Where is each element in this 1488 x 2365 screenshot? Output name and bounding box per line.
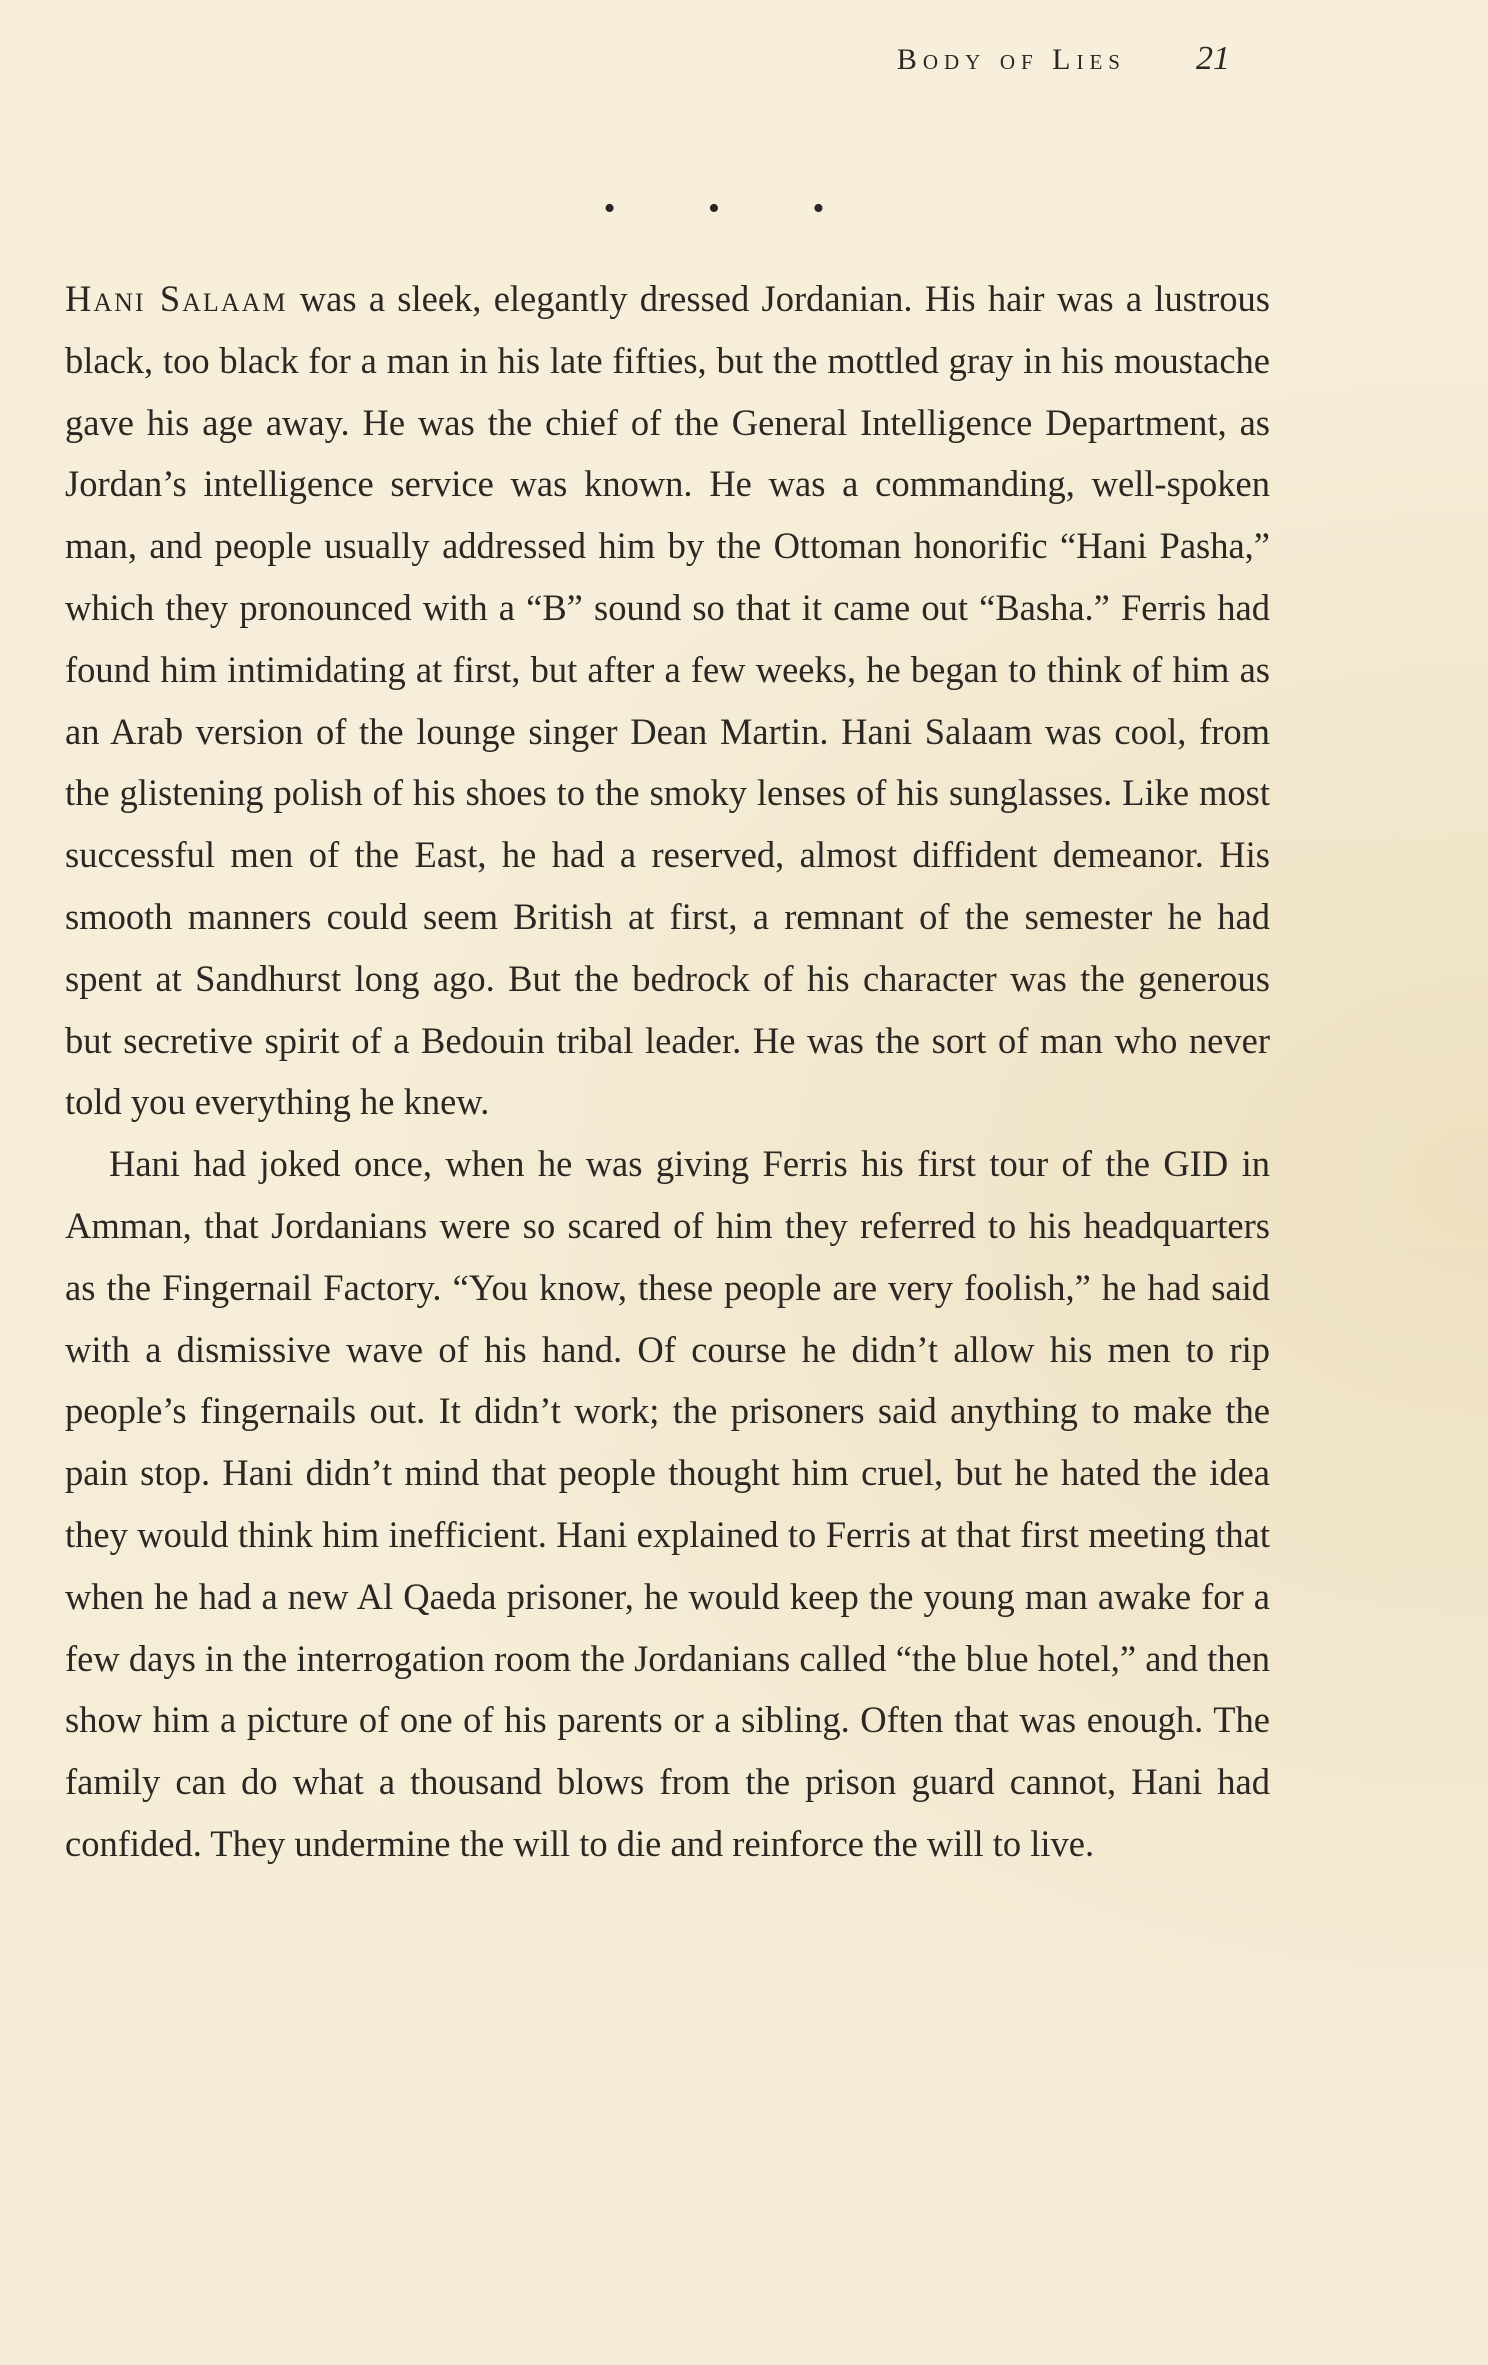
section-break-ornament: • • •: [603, 190, 867, 227]
book-title: Body of Lies: [896, 43, 1126, 76]
body-text: [65, 268, 1270, 1875]
paragraph-lead-in: Hani Salaam: [65, 278, 288, 319]
running-head: [0, 40, 1230, 78]
paragraph-1: [65, 268, 1270, 1133]
page-number: 21: [1196, 40, 1230, 77]
paragraph-1-text: was a sleek, elegantly dressed Jordanian. His hair was a lustrous black, too black for a man in his late fifties, but the mottled gray in his moustache gave his age away. He was the chief of the General Intelligence Department, as Jordan’s intelligence service was known. He was a commanding, well-spoken man, and people usually addressed him by the Ottoman honorific “Hani Pasha,” which they pronounced with a “B” sound so that it came out “Basha.” Ferris had found him intimidating at first, but after a few weeks, he began to think of him as an Arab version of the lounge singer Dean Martin. Hani Salaam was cool, from the glistening polish of his shoes to the smoky lenses of his sunglasses. Like most successful men of the East, he had a reserved, almost diffident demeanor. His smooth manners could seem British at first, a remnant of the semester he had spent at Sandhurst long ago. But the bedrock of his character was the generous but secretive spirit of a Bedouin tribal leader. He was the sort of man who never told you everything he knew.: [65, 278, 1270, 1123]
paragraph-2: Hani had joked once, when he was giving Ferris his first tour of the GID in Amman, that Jordanians were so scared of him they referred to his headquarters as the Fingernail Factory. “You know, these people are very foolish,” he had said with a dismissive wave of his hand. Of course he didn’t allow his men to rip people’s fingernails out. It didn’t work; the prisoners said anything to make the pain stop. Hani didn’t mind that people thought him cruel, but he hated the idea they would think him inefficient. Hani explained to Ferris at that first meeting that when he had a new Al Qaeda prisoner, he would keep the young man awake for a few days in the interrogation room the Jordanians called “the blue hotel,” and then show him a picture of one of his parents or a sibling. Often that was enough. The family can do what a thousand blows from the prison guard cannot, Hani had confided. They undermine the will to die and reinforce the will to live.: [65, 1143, 1270, 1864]
